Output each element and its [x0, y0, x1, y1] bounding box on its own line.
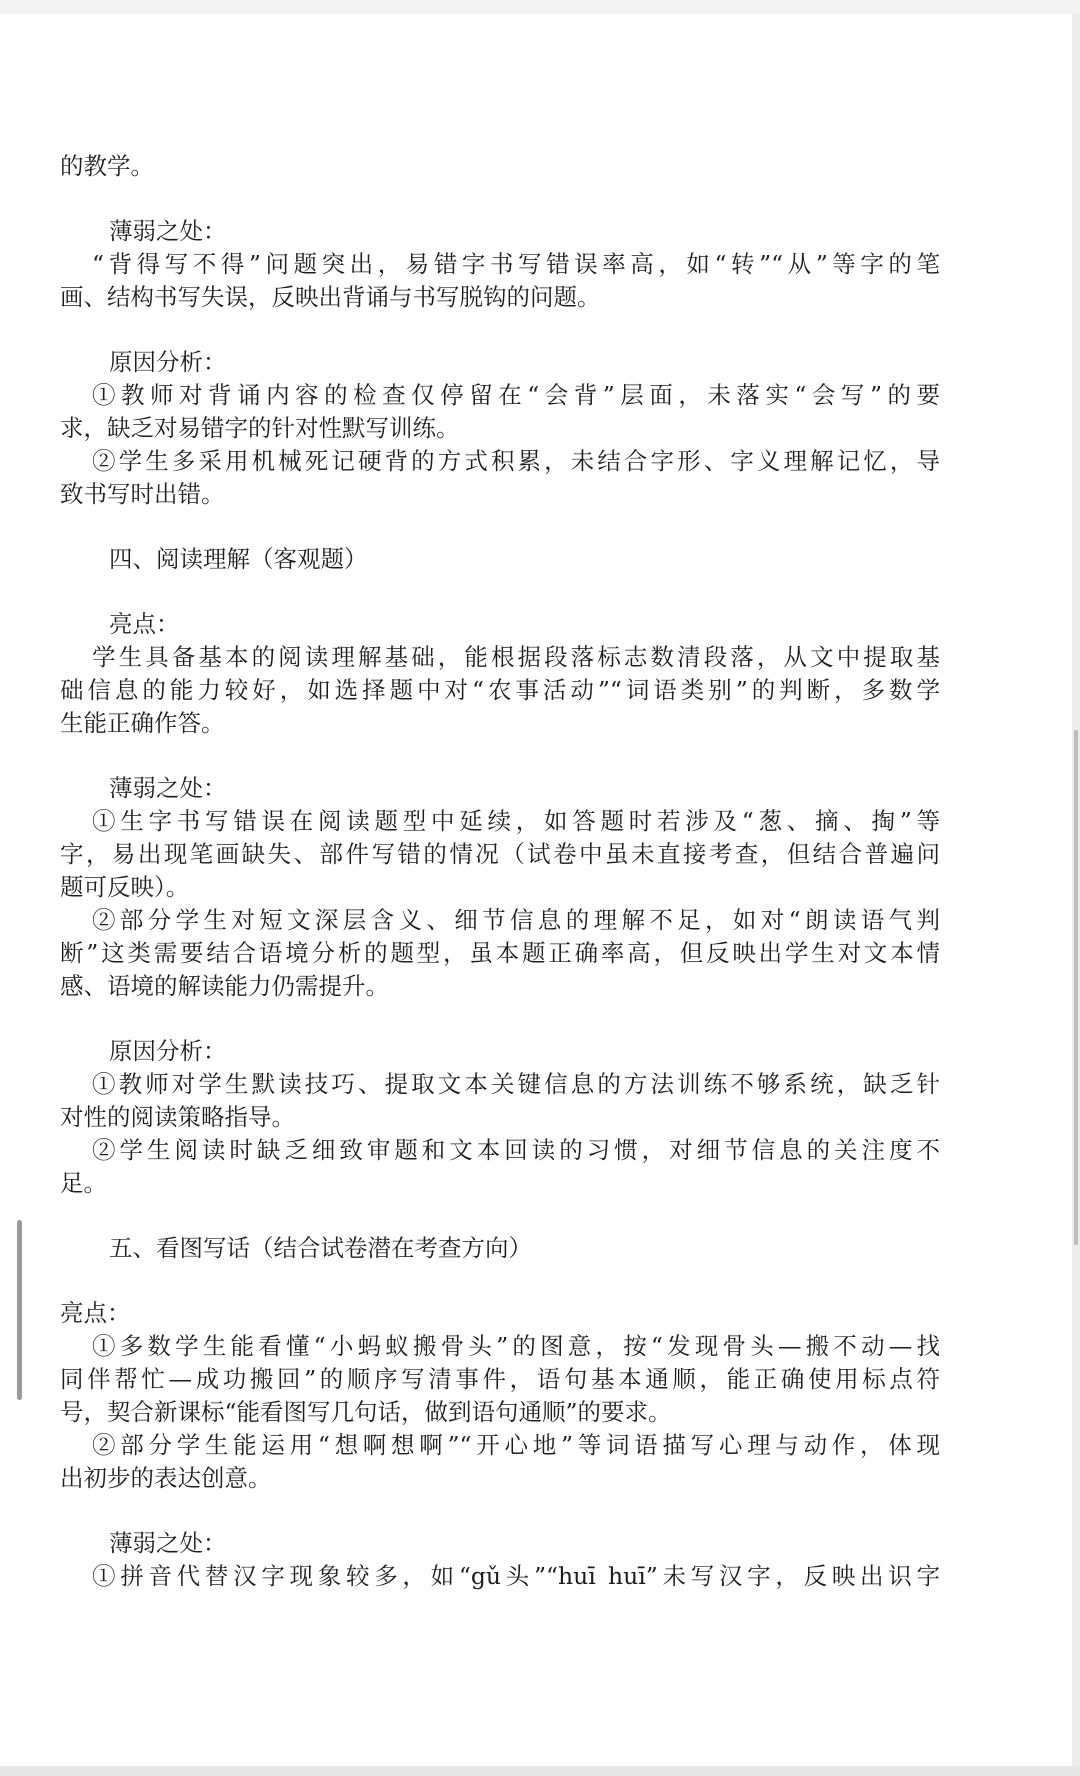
paragraph-gap — [60, 740, 940, 772]
text-line: 生能正确作答。 — [60, 709, 225, 737]
paragraph-gap — [60, 1265, 940, 1297]
text-line: 的教学。 — [60, 152, 154, 180]
text-line: ②学生阅读时缺乏细致审题和文本回读的习惯，对细节信息的关注度不 — [92, 1136, 940, 1164]
text-line: ①教师对背诵内容的检查仅停留在“会背”层面，未落实“会写”的要 — [92, 381, 940, 409]
section-label: 亮点： — [109, 610, 180, 638]
paragraph-gap — [60, 511, 940, 543]
text-line: ①教师对学生默读技巧、提取文本关键信息的方法训练不够系统，缺乏针 — [92, 1070, 940, 1098]
section-label: 原因分析： — [109, 1037, 227, 1065]
text-line: ②部分学生对短文深层含义、细节信息的理解不足，如对“朗读语气判 — [92, 906, 940, 934]
section-label: 薄弱之处： — [109, 217, 227, 245]
paragraph-gap — [60, 1200, 940, 1232]
text-line: ②学生多采用机械死记硬背的方式积累，未结合字形、字义理解记忆，导 — [92, 447, 940, 475]
paragraph-gap — [60, 1003, 940, 1035]
text-line: 感、语境的解读能力仍需提升。 — [60, 972, 389, 1000]
text-line: 画、结构书写失误，反映出背诵与书写脱钩的问题。 — [60, 283, 601, 311]
bottom-bar — [0, 1766, 1080, 1776]
section-heading: 五、看图写话（结合试卷潜在考查方向） — [109, 1234, 532, 1262]
text-line: ①多数学生能看懂“小蚂蚁搬骨头”的图意，按“发现骨头—搬不动—找 — [92, 1332, 940, 1360]
text-line: 同伴帮忙—成功搬回”的顺序写清事件，语句基本通顺，能正确使用标点符 — [60, 1365, 940, 1393]
text-line: ②部分学生能运用“想啊想啊”“开心地”等词语描写心理与动作，体现 — [92, 1431, 940, 1459]
left-scroll-indicator[interactable] — [17, 1220, 22, 1400]
paragraph-gap — [60, 1495, 940, 1527]
section-heading: 四、阅读理解（客观题） — [109, 545, 368, 573]
text-line: 出初步的表达创意。 — [60, 1464, 272, 1492]
vertical-scrollbar-thumb[interactable] — [1074, 730, 1078, 1245]
paragraph-gap — [60, 183, 940, 215]
paragraph-gap — [60, 314, 940, 346]
text-line: 学生具备基本的阅读理解基础，能根据段落标志数清段落，从文中提取基 — [92, 643, 940, 671]
text-line: 字，易出现笔画缺失、部件写错的情况（试卷中虽未直接考查，但结合普遍问 — [60, 840, 940, 868]
text-line: 致书写时出错。 — [60, 480, 225, 508]
text-line: “背得写不得”问题突出，易错字书写错误率高，如“转”“从”等字的笔 — [92, 250, 940, 278]
text-line: 题可反映）。 — [60, 873, 190, 901]
section-label: 薄弱之处： — [109, 1529, 227, 1557]
top-bar — [0, 0, 1080, 15]
document-body — [60, 150, 940, 1593]
text-line: 础信息的能力较好，如选择题中对“农事活动”“词语类别”的判断，多数学 — [60, 676, 940, 704]
text-line: ①拼音代替汉字现象较多，如“gǔ头”“huī huī”未写汉字，反映出识字 — [92, 1562, 940, 1590]
text-line: ①生字书写错误在阅读题型中延续，如答题时若涉及“葱、摘、掏”等 — [92, 807, 940, 835]
text-line: 断”这类需要结合语境分析的题型，虽本题正确率高，但反映出学生对文本情 — [60, 939, 940, 967]
text-line: 号，契合新课标“能看图写几句话，做到语句通顺”的要求。 — [60, 1398, 672, 1426]
text-line: 求，缺乏对易错字的针对性默写训练。 — [60, 414, 460, 442]
paragraph-gap — [60, 576, 940, 608]
text-line: 足。 — [60, 1169, 107, 1197]
section-label: 薄弱之处： — [109, 774, 227, 802]
section-label: 亮点： — [60, 1299, 131, 1327]
text-line: 对性的阅读策略指导。 — [60, 1103, 295, 1131]
section-label: 原因分析： — [109, 348, 227, 376]
